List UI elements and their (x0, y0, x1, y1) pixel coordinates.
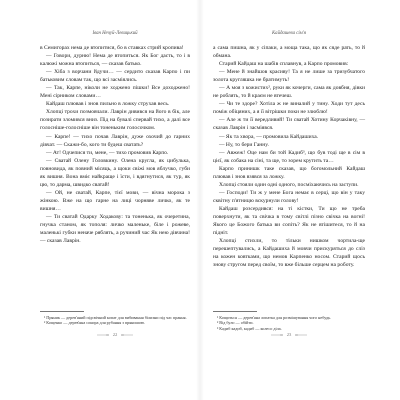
paragraph: — Мене й знайшов красиву! Та я не лише за тризубчатого золота кругляшка не братимуть! (213, 69, 365, 84)
paragraph: — Ти сватай Одарку Ходакову: та тоненька, як очеретина, гнучка станом, як тополя: личко маленьке, біле і рожеве, маленькі губки неначе ряблять, а ручиний час Як нею дівчина! — сказав Лаврін. (40, 213, 190, 245)
paragraph: — Як та хвора, — промовила Кайдашиха. (219, 133, 319, 140)
right-folio (213, 332, 365, 337)
paragraph: — А моя з кожистих², руки як кочерги, сама як довбня, дівки не роблять, то й краєм не втечеш. (213, 85, 365, 100)
page-number: 22 (112, 332, 118, 337)
gutter-shadow (196, 0, 204, 400)
paragraph: — Сватай Олену Головкину. Олена кругла, як цибулька, повновида, як повний місяць, а щоки свіжі мов яблучко, губи як вишня. Вона вміє найкраще і їсти, і вдягнутися, як тур, як цю, то дарма, швидко сватай! (40, 157, 190, 188)
paragraph: — Авжеж! Оце нам би той Кадиб³, що був тоді ще в сім в цієї, як собака на сіні, та ще, то зорем крутить та… (213, 149, 365, 164)
paragraph: в Семигорах нема де втопитися, бо в ставках стрий кропива! (40, 45, 184, 51)
left-footnotes (40, 311, 190, 326)
footnote: ³ Кадиб кадиб, кадиб — колесо діла. (217, 325, 282, 331)
footnote: ² Від було — обійти. (217, 320, 254, 326)
paragraph: Карпо принишк таке сказав, що богомольний Кайдаш плював і знов взявся за ложку. (213, 165, 365, 180)
right-footnotes (213, 311, 365, 331)
paragraph: Кайдаш розсердився: на ті кістки, Ти що не треба поверхнути, як та свічка в тому світлі пізно свічка на вогні! Якого це Божого батька ви сопіть? Як не втішитеся, то й на підніт. (213, 205, 365, 237)
paragraph: Хлопці стояли один одні одного, посміхаючись на заступи. (219, 181, 359, 188)
paragraph: — Господи! Ти ж у мене Бога немає в серці, що він у таку сквітну п'ятницю вскурнули голову! (213, 189, 365, 204)
paragraph: Кайдаш плював і знов пильно в ложку струхав весь. (46, 101, 170, 108)
paragraph: — Ат! Одчепися ти, мене, — тихо промовив Карпо. (46, 149, 169, 156)
left-page (40, 31, 190, 374)
right-running-head: Кайдашева сім'я (272, 31, 306, 36)
left-folio (40, 332, 190, 337)
right-page (213, 31, 365, 374)
paragraph: — Так, Карпе, ніколи не ходжено пішки! Все доходжено! Мені сірником словами… (40, 85, 190, 100)
left-body-text (40, 44, 190, 245)
paragraph: — Чи те здоре? Хотіла ж не виналий у тину. Ходи тут десь поміж обіцяних, а я її вітрішки поки не злюблю! (213, 101, 365, 116)
footnote: ¹ Кощиться — дерев'яна лопатка для розмішування чого небудь. (217, 315, 332, 320)
footnote: ² Кощенко — дерев'яна сокира для рубання з прянишою. (44, 320, 146, 326)
right-body-text (213, 44, 365, 269)
left-running-head: Іван Нечуй-Левицький (92, 31, 138, 36)
footnote: ¹ Пряник — дерев'яний підсвічний копат для вибивання білизни під час прання. (44, 315, 187, 320)
paragraph: а сама пишна, як у сіпаки, а моща така, що як сяде рать, то й обмана. (213, 45, 365, 60)
ornament-right-icon (121, 333, 133, 337)
footnote-rule (213, 311, 257, 312)
paragraph: Хлопці стихли, то тільки нишком чортила-ще перешептувались, а Кайдашиха й мовчи прискуряться до сліз на кожен ковтками, що немов Карпенко носом. Старий щось знову стругом перед своїм, то вже більше серцем на роботу. (213, 238, 365, 269)
ornament-left-icon (97, 333, 109, 337)
paragraph: — Хіба з ворчани йдучи… — сердито сказав Карпо і пи батьковим словам так, що всі засміялись. (40, 69, 190, 84)
paragraph: — Карпе! — тихо почав Лаврін, дуже охочий до гарних дівчат. — Скажи-бо, кого ти будеш сватать? (40, 133, 190, 148)
paragraph: Старий Кайдаш на шабів сплавнув, а Карпо промовив: (219, 61, 349, 68)
ornament-left-icon (271, 333, 283, 337)
ornament-right-icon (295, 333, 307, 337)
page-number: 23 (286, 332, 292, 337)
paragraph: — Ну, то бери Ганну. (219, 141, 269, 148)
paragraph: — Говори, дурню! Нема де втопиться. Як Бог дасть, то і в калюжі можна втопиться, — сказав батько. (40, 53, 190, 68)
paragraph: — Ой, не сватай, Карпе, тієї мови, — вічна морока з жінкою. Вже на що гарне на лиці чорняве личко, як те вишня… (40, 189, 190, 212)
paragraph: — Але ж ти її вередливий! Ти сватай Хотину Корчаківну, — сказав Лаврін і засміявся. (213, 117, 365, 132)
footnote-rule (40, 311, 84, 312)
paragraph: Хлопці трохи позмовчали. Лаврін дивився на його в бік, але позирати зломився вниз. Під на бувалі спервай тихо, а далі все голосніше-голосніше він тоненьким голосочком. (40, 109, 190, 132)
